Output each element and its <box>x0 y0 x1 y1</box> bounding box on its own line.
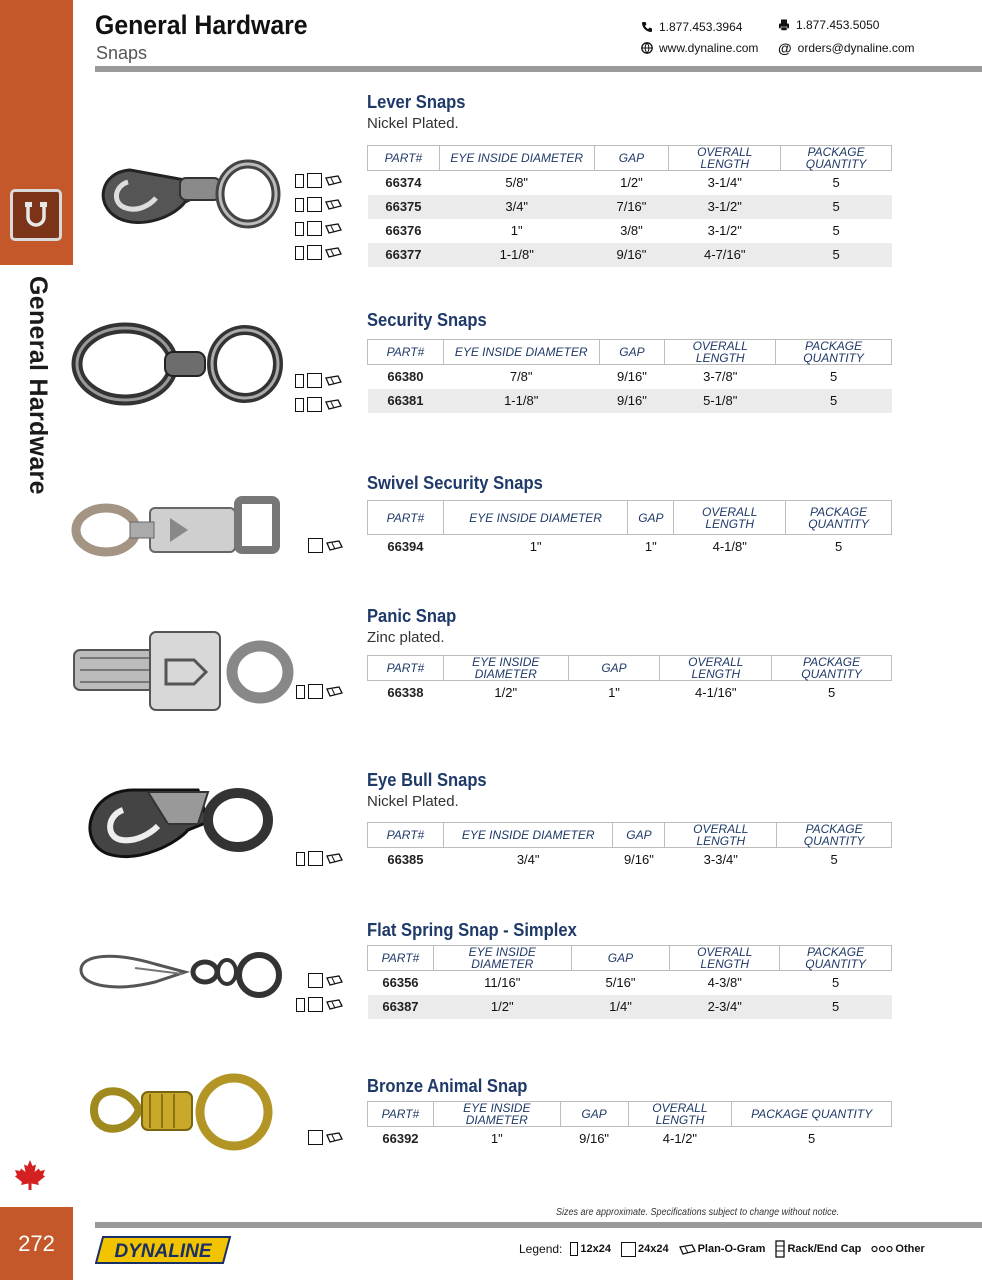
col-qty: PACKAGE QUANTITY <box>780 946 892 971</box>
fax-icon <box>778 19 790 31</box>
24x24-icon <box>308 851 323 866</box>
eye-diameter: 1-1/8" <box>443 389 599 413</box>
col-length: OVERALL LENGTH <box>670 946 780 971</box>
package-quantity: 5 <box>781 243 892 267</box>
package-quantity: 5 <box>781 195 892 219</box>
spec-table-bronze-animal-snap <box>367 1101 892 1151</box>
flat-spring-snap-image <box>75 942 287 1004</box>
panic-snap-image <box>70 628 295 713</box>
plan-o-gram-icon <box>325 199 342 210</box>
table-row <box>368 1127 892 1151</box>
spec-table-swivel-security-snaps <box>367 500 892 559</box>
email-contact[interactable]: @ orders@dynaline.com <box>778 40 915 56</box>
24x24-icon <box>308 997 323 1012</box>
row-display-icons <box>295 221 342 236</box>
plan-o-gram-icon <box>326 1132 343 1143</box>
website-contact[interactable]: www.dynaline.com <box>641 41 758 55</box>
package-quantity: 5 <box>808 1131 816 1147</box>
col-part: PART# <box>368 146 440 171</box>
row-display-icons <box>308 1130 343 1145</box>
row-display-icons <box>295 245 342 260</box>
24x24-icon <box>308 538 323 553</box>
plan-o-gram-icon <box>326 540 343 551</box>
phone-contact: 1.877.453.3964 <box>641 20 742 34</box>
gap: 1/4" <box>571 995 670 1019</box>
at-icon: @ <box>778 40 792 56</box>
col-gap: GAP <box>568 656 660 681</box>
legend-item-plan-o-gram: Plan-O-Gram <box>679 1243 766 1255</box>
12x24-icon <box>295 398 304 412</box>
table-row <box>368 848 892 872</box>
package-quantity: 5 <box>829 369 838 385</box>
section-title-eye-bull-snaps: Eye Bull Snaps <box>367 770 487 790</box>
eye-bull-snap-image <box>78 782 278 864</box>
overall-length: 3-1/2" <box>669 195 781 219</box>
spec-table-flat-spring-snap <box>367 945 892 1019</box>
col-qty: PACKAGE QUANTITY <box>776 340 892 365</box>
col-qty: PACKAGE QUANTITY <box>786 501 892 535</box>
part-number: 66385 <box>387 852 424 868</box>
overall-length: 3-1/2" <box>707 223 742 238</box>
part-number: 66356 <box>382 975 419 991</box>
overall-length: 4-1/8" <box>712 539 747 555</box>
phone-icon <box>641 21 653 33</box>
gap: 1" <box>608 685 620 701</box>
table-row <box>368 535 892 559</box>
gap: 9/16" <box>599 389 665 413</box>
package-quantity: 5 <box>780 995 892 1019</box>
bronze-animal-snap-image <box>84 1070 279 1155</box>
table-header-row <box>368 946 892 971</box>
overall-length: 4-7/16" <box>669 243 781 267</box>
section-subtitle-eye-bull-snaps: Nickel Plated. <box>367 793 459 810</box>
gap: 7/16" <box>594 195 669 219</box>
section-subtitle-panic-snap: Zinc plated. <box>367 629 445 646</box>
24x24-icon <box>307 173 322 188</box>
gap: 1" <box>644 539 657 555</box>
section-title-lever-snaps: Lever Snaps <box>367 92 466 112</box>
plan-o-gram-icon <box>325 399 342 410</box>
col-gap: GAP <box>599 340 665 365</box>
overall-length: 3-3/4" <box>703 852 738 868</box>
eye-diameter: 7/8" <box>509 369 533 385</box>
plan-o-gram-icon <box>325 223 342 234</box>
row-display-icons <box>295 397 342 412</box>
part-number: 66374 <box>385 175 422 191</box>
24x24-icon <box>307 221 322 236</box>
spec-table-security-snaps <box>367 339 892 413</box>
table-header-row <box>368 340 892 365</box>
disclaimer: Sizes are approximate. Specifications subject to change without notice. <box>556 1207 840 1218</box>
row-display-icons <box>295 173 342 188</box>
plan-o-gram-icon <box>326 975 343 986</box>
part-number: 66394 <box>387 539 424 555</box>
table-row <box>368 389 892 413</box>
section-title-security-snaps: Security Snaps <box>367 310 487 330</box>
col-length: OVERALL LENGTH <box>660 656 772 681</box>
24x24-icon <box>307 197 322 212</box>
plan-o-gram-icon <box>326 853 343 864</box>
plan-o-gram-icon <box>325 175 342 186</box>
col-gap: GAP <box>613 823 665 848</box>
footer-rule <box>95 1222 982 1228</box>
12x24-icon <box>296 685 305 699</box>
section-subtitle-lever-snaps: Nickel Plated. <box>367 115 459 132</box>
12x24-icon <box>296 852 305 866</box>
canada-maple-leaf-icon <box>13 1158 47 1192</box>
part-number: 66375 <box>368 195 440 219</box>
row-display-icons <box>296 684 343 699</box>
table-row <box>368 971 892 995</box>
table-header-row <box>368 656 892 681</box>
overall-length: 5-1/8" <box>665 389 776 413</box>
col-eye: EYE INSIDE DIAMETER <box>433 1102 560 1127</box>
row-display-icons <box>308 538 343 553</box>
eye-diameter: 1/2" <box>433 995 571 1019</box>
table-header-row <box>368 823 892 848</box>
part-number: 66377 <box>368 243 440 267</box>
12x24-icon <box>295 198 304 212</box>
package-quantity: 5 <box>832 175 840 191</box>
row-display-icons <box>295 197 342 212</box>
24x24-icon <box>307 397 322 412</box>
eye-diameter: 1-1/8" <box>439 243 594 267</box>
12x24-icon <box>570 1242 578 1256</box>
package-quantity: 5 <box>776 389 892 413</box>
col-length: OVERALL LENGTH <box>674 501 786 535</box>
plan-o-gram-icon <box>326 686 343 697</box>
col-eye: EYE INSIDE DIAMETER <box>443 501 628 535</box>
table-row <box>368 219 892 243</box>
eye-diameter: 5/8" <box>505 175 529 191</box>
part-number: 66392 <box>382 1131 419 1147</box>
table-row <box>368 995 892 1019</box>
lever-snap-image <box>90 150 285 240</box>
24x24-icon <box>308 1130 323 1145</box>
overall-length: 2-3/4" <box>670 995 780 1019</box>
col-part: PART# <box>368 1102 434 1127</box>
col-eye: EYE INSIDE DIAMETER <box>443 340 599 365</box>
other-icon <box>871 1245 893 1253</box>
col-eye: EYE INSIDE DIAMETER <box>443 656 568 681</box>
plan-o-gram-icon <box>679 1244 696 1255</box>
package-quantity: 5 <box>832 223 840 238</box>
spec-table-lever-snaps <box>367 145 892 267</box>
gap: 3/8" <box>620 223 643 238</box>
24x24-icon <box>308 973 323 988</box>
table-header-row <box>368 146 892 171</box>
eye-diameter: 1" <box>510 223 523 238</box>
24x24-icon <box>307 245 322 260</box>
section-title-bronze-animal-snap: Bronze Animal Snap <box>367 1076 528 1096</box>
gap: 5/16" <box>605 975 636 991</box>
col-length: OVERALL LENGTH <box>665 340 776 365</box>
table-header-row <box>368 501 892 535</box>
page-subtitle: Snaps <box>96 43 148 63</box>
col-gap: GAP <box>628 501 674 535</box>
eye-diameter: 1" <box>490 1131 503 1147</box>
overall-length: 3-7/8" <box>703 369 738 385</box>
legend-item-rack-end-cap: Rack/End Cap <box>775 1240 861 1258</box>
table-row <box>368 195 892 219</box>
logo-text: DYNALINE <box>114 1241 212 1262</box>
col-gap: GAP <box>560 1102 628 1127</box>
24x24-icon <box>621 1242 636 1257</box>
snap-hardware-icon <box>10 189 62 241</box>
part-number: 66376 <box>385 223 422 238</box>
table-row <box>368 171 892 195</box>
legend-item-12x24: 12x24 <box>570 1242 611 1256</box>
legend-item-other: Other <box>871 1243 924 1255</box>
gap: 9/16" <box>616 369 647 385</box>
24x24-icon <box>308 684 323 699</box>
col-qty: PACKAGE QUANTITY <box>732 1102 892 1127</box>
col-gap: GAP <box>571 946 670 971</box>
part-number: 66381 <box>368 389 444 413</box>
part-number: 66338 <box>387 685 424 701</box>
package-quantity: 5 <box>827 685 836 701</box>
package-quantity: 5 <box>834 539 843 555</box>
spec-table-panic-snap <box>367 655 892 705</box>
col-length: OVERALL LENGTH <box>665 823 777 848</box>
table-row <box>368 243 892 267</box>
table-row <box>368 681 892 705</box>
page-number: 272 <box>0 1207 73 1280</box>
eye-diameter: 3/4" <box>439 195 594 219</box>
eye-diameter: 1/2" <box>494 685 518 701</box>
gap: 9/16" <box>594 243 669 267</box>
eye-diameter: 3/4" <box>516 852 540 868</box>
part-number: 66380 <box>387 369 424 385</box>
eye-diameter: 11/16" <box>484 975 521 991</box>
section-title-panic-snap: Panic Snap <box>367 606 457 626</box>
eye-diameter: 1" <box>529 539 542 555</box>
col-eye: EYE INSIDE DIAMETER <box>433 946 571 971</box>
overall-length: 3-1/4" <box>707 175 742 191</box>
overall-length: 4-1/2" <box>662 1131 698 1147</box>
col-qty: PACKAGE QUANTITY <box>772 656 892 681</box>
col-part: PART# <box>368 501 444 535</box>
part-number: 66387 <box>368 995 434 1019</box>
col-length: OVERALL LENGTH <box>669 146 781 171</box>
12x24-icon <box>295 222 304 236</box>
12x24-icon <box>296 998 305 1012</box>
row-display-icons <box>295 373 342 388</box>
col-part: PART# <box>368 823 444 848</box>
gap: 9/16" <box>623 852 654 868</box>
col-part: PART# <box>368 340 444 365</box>
col-gap: GAP <box>594 146 669 171</box>
header-rule <box>95 66 982 72</box>
legend-item-24x24: 24x24 <box>621 1242 669 1257</box>
12x24-icon <box>295 246 304 260</box>
plan-o-gram-icon <box>326 999 343 1010</box>
fax-contact: 1.877.453.5050 <box>778 18 879 32</box>
globe-icon <box>641 42 653 54</box>
plan-o-gram-icon <box>325 247 342 258</box>
row-display-icons <box>308 973 343 988</box>
spec-table-eye-bull-snaps <box>367 822 892 872</box>
col-eye: EYE INSIDE DIAMETER <box>439 146 594 171</box>
legend <box>519 1240 931 1258</box>
12x24-icon <box>295 174 304 188</box>
swivel-security-snap-image <box>70 494 285 564</box>
row-display-icons <box>296 851 343 866</box>
legend-label: Legend: <box>519 1242 563 1256</box>
col-qty: PACKAGE QUANTITY <box>777 823 892 848</box>
rack-end-cap-icon <box>775 1240 785 1258</box>
col-part: PART# <box>368 946 434 971</box>
section-title-flat-spring-snap: Flat Spring Snap - Simplex <box>367 920 577 940</box>
col-qty: PACKAGE QUANTITY <box>781 146 892 171</box>
page-title: General Hardware <box>95 10 308 40</box>
overall-length: 4-1/16" <box>695 685 737 701</box>
plan-o-gram-icon <box>325 375 342 386</box>
section-title-swivel-security-snaps: Swivel Security Snaps <box>367 473 543 493</box>
package-quantity: 5 <box>831 975 840 991</box>
gap: 9/16" <box>579 1131 610 1147</box>
12x24-icon <box>295 374 304 388</box>
dynaline-logo <box>95 1236 231 1264</box>
gap: 1/2" <box>620 175 643 191</box>
col-length: OVERALL LENGTH <box>628 1102 732 1127</box>
col-part: PART# <box>368 656 444 681</box>
24x24-icon <box>307 373 322 388</box>
table-row <box>368 365 892 389</box>
security-snap-image <box>70 322 285 407</box>
sidebar-section-label: General Hardware <box>24 276 52 495</box>
overall-length: 4-3/8" <box>707 975 742 991</box>
row-display-icons <box>296 997 343 1012</box>
table-header-row <box>368 1102 892 1127</box>
package-quantity: 5 <box>830 852 838 868</box>
col-eye: EYE INSIDE DIAMETER <box>443 823 613 848</box>
